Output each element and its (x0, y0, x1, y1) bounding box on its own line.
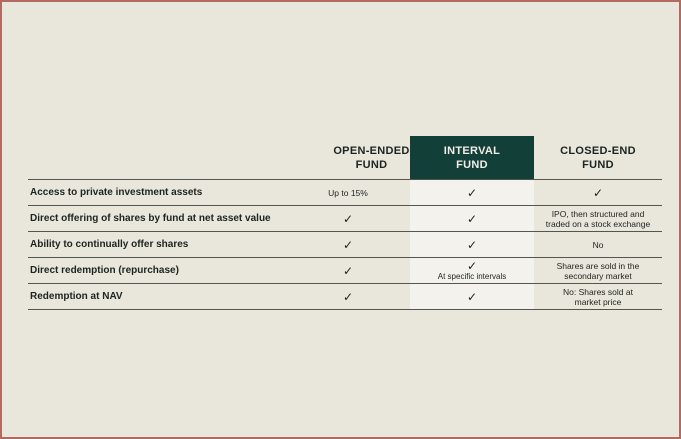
open-ended-cell (308, 232, 388, 257)
closed-end-cell (534, 258, 662, 283)
checkmark-icon: ✓ (466, 289, 478, 304)
row-label: Ability to continually offer shares (30, 239, 189, 250)
checkmark-icon: ✓ (466, 185, 478, 200)
header-text: OPEN-ENDED (333, 144, 410, 157)
open-ended-cell (308, 180, 388, 205)
table-row (28, 283, 662, 310)
checkmark-icon: ✓ (342, 289, 354, 304)
closed-end-cell (534, 206, 662, 231)
checkmark-icon: ✓ (466, 237, 478, 252)
table-row (28, 257, 662, 283)
closed-end-cell (534, 284, 662, 309)
header-text: INTERVAL (443, 144, 501, 157)
interval-cell (410, 180, 534, 205)
closed-end-cell (534, 232, 662, 257)
open-ended-cell (308, 284, 388, 309)
closed-end-fund-header (534, 136, 662, 179)
cell-text: At specific intervals (437, 271, 507, 281)
interval-cell (410, 232, 534, 257)
cell-text: IPO, then structured and (551, 208, 645, 219)
table-header (28, 136, 662, 179)
cell-text: Shares are sold in the (556, 260, 640, 271)
header-text: FUND (355, 158, 388, 171)
interval-cell (410, 284, 534, 309)
row-label: Direct redemption (repurchase) (30, 265, 179, 276)
table-row (28, 205, 662, 231)
closed-end-cell (534, 180, 662, 205)
checkmark-icon: ✓ (342, 263, 354, 278)
cell-text: market price (574, 296, 622, 307)
checkmark-icon: ✓ (342, 211, 354, 226)
header-text: FUND (456, 158, 488, 171)
open-ended-cell (308, 258, 388, 283)
fund-comparison-table (28, 136, 662, 310)
header-text: CLOSED-END (560, 144, 636, 157)
checkmark-icon: ✓ (466, 211, 478, 226)
checkmark-icon: ✓ (342, 237, 354, 252)
cell-text: No: Shares sold at (563, 286, 633, 297)
row-label: Redemption at NAV (30, 291, 123, 302)
interval-fund-header (410, 136, 534, 179)
interval-cell (410, 206, 534, 231)
open-ended-cell (308, 206, 388, 231)
interval-cell (410, 258, 534, 283)
row-label: Direct offering of shares by fund at net asset value (30, 213, 271, 224)
cell-text: Up to 15% (328, 187, 368, 198)
cell-text: traded on a stock exchange (545, 218, 651, 229)
cell-text: secondary market (564, 270, 632, 281)
table-row (28, 231, 662, 257)
checkmark-icon: ✓ (466, 258, 478, 273)
row-label: Access to private investment assets (30, 187, 203, 198)
table-row (28, 179, 662, 205)
cell-text: No (592, 239, 604, 250)
checkmark-icon: ✓ (592, 185, 604, 200)
header-text: FUND (582, 158, 614, 171)
